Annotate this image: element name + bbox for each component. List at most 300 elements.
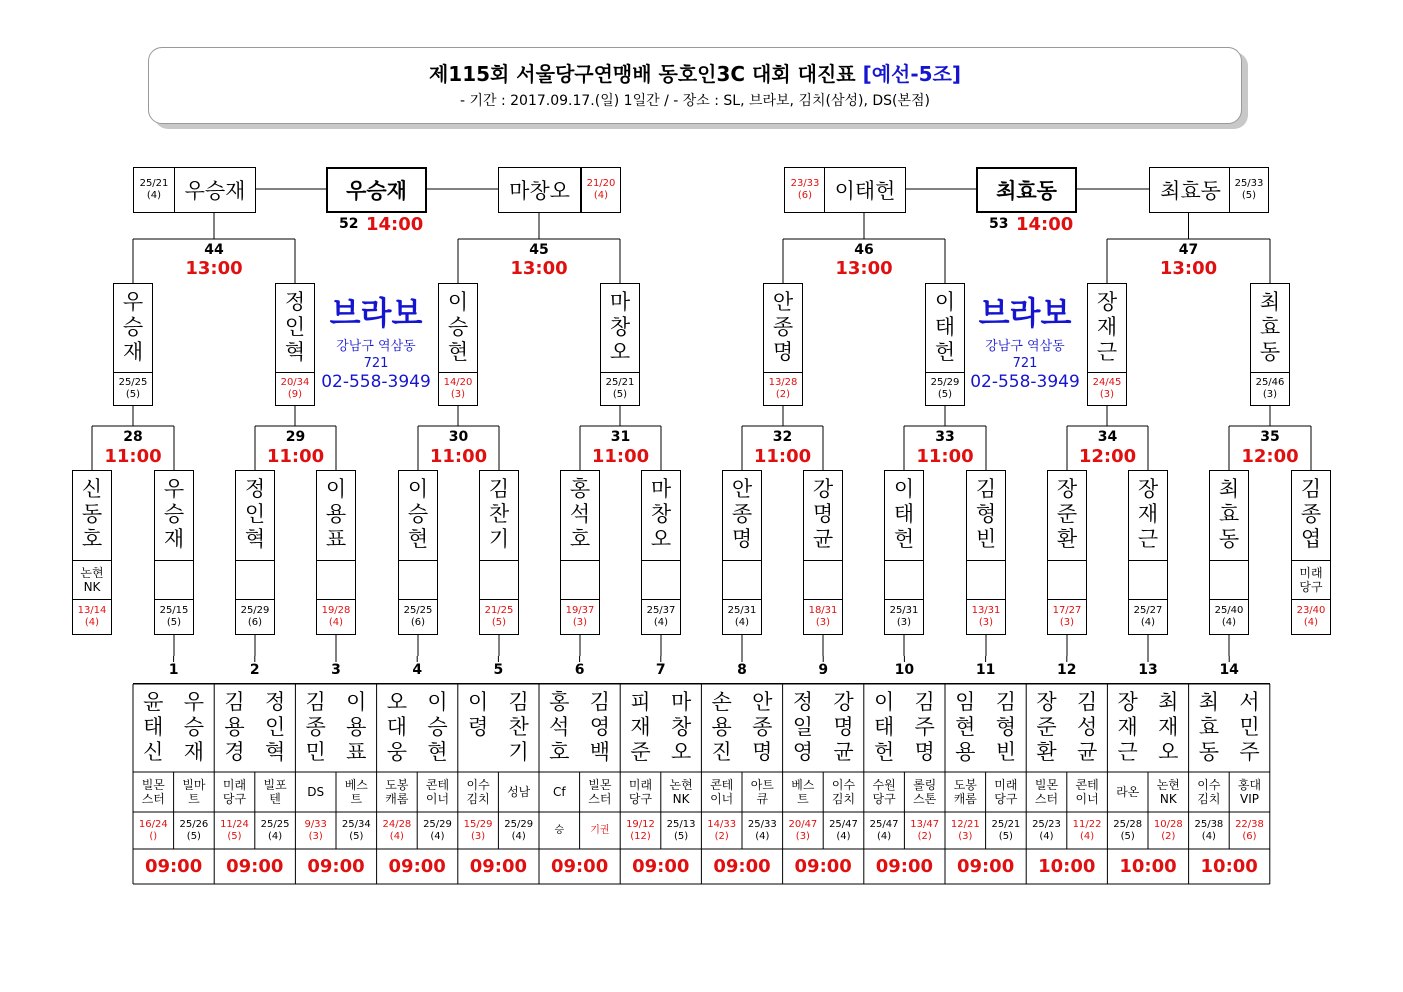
final-right-name: 최효동: [1149, 167, 1232, 213]
club-line: 라온: [1116, 785, 1140, 799]
innings: (3): [1262, 389, 1278, 400]
r3-player-score: [763, 372, 803, 406]
r2-player-club: [1128, 560, 1168, 600]
name-char: 경: [224, 740, 245, 764]
final-left-score: [133, 167, 175, 213]
name-char: 신: [143, 740, 164, 764]
score: 18/31: [808, 605, 838, 616]
r2-player-club: [479, 560, 519, 600]
innings: (5): [1120, 830, 1135, 842]
name-char: 기: [488, 527, 510, 551]
name-char: 환: [1056, 527, 1078, 551]
r1-match-time: 10:00: [1200, 856, 1258, 877]
name-char: 승: [163, 502, 185, 526]
club-line: 당구: [222, 792, 247, 806]
r1-player-club: [498, 772, 539, 812]
r2-player-name: [722, 470, 762, 561]
r1-player-club: [1229, 772, 1270, 812]
r1-match-num: 12: [1057, 662, 1077, 678]
score: 10/28: [1153, 818, 1183, 830]
r1-player-score: [1067, 812, 1108, 849]
score: 25/31: [727, 605, 757, 616]
score: 9/33: [304, 818, 327, 830]
name-char: 이: [893, 477, 915, 501]
r1-player-score: [174, 812, 215, 849]
r1-player-club: [336, 772, 377, 812]
r1-player-score: [904, 812, 945, 849]
innings: (4): [755, 830, 770, 842]
score: 25/46: [1255, 377, 1285, 388]
score: 25/31: [889, 605, 919, 616]
score: 22/38: [1235, 818, 1264, 830]
innings: (5): [349, 830, 364, 842]
name-char: 동: [1218, 527, 1240, 551]
innings: (5): [491, 617, 507, 628]
name-char: 장: [1137, 477, 1159, 501]
r3-match-num: 44: [204, 242, 224, 258]
name-char: 김: [305, 690, 326, 714]
score: 25/37: [646, 605, 676, 616]
club-line: 이너: [1075, 792, 1099, 806]
innings: (3): [958, 830, 973, 842]
name-char: 종: [752, 715, 773, 739]
name-char: 재: [1137, 502, 1159, 526]
name-char: 장: [1056, 477, 1078, 501]
name-char: 석: [549, 715, 570, 739]
r1-match-time: 09:00: [307, 856, 365, 877]
innings: (3): [1059, 617, 1075, 628]
name-char: 윤: [143, 690, 164, 714]
name-char: 형: [975, 502, 997, 526]
club-line: 당구: [628, 792, 653, 806]
name-char: 석: [569, 502, 591, 526]
score: 15/29: [463, 818, 493, 830]
name-char: 영: [589, 715, 611, 739]
club-line: 당구: [872, 792, 896, 806]
r1-player-club: [701, 772, 742, 812]
name-char: 이: [427, 690, 448, 714]
name-char: 재: [1096, 315, 1118, 339]
name-char: 혁: [244, 527, 266, 551]
name-char: 김: [589, 690, 611, 714]
r1-match-num: 1: [168, 662, 179, 678]
score: 25/33: [747, 818, 777, 830]
r1-match-num: 5: [493, 662, 504, 678]
club-line: 큐: [756, 792, 769, 806]
r1-player-name: [295, 684, 336, 772]
name-char: 김: [914, 690, 935, 714]
name-char: 용: [955, 740, 976, 764]
name-char: 균: [812, 527, 834, 551]
name-char: 종: [1300, 502, 1322, 526]
name-char: 빈: [975, 527, 997, 551]
name-char: 현: [447, 340, 469, 364]
score: 20/47: [788, 818, 818, 830]
club-line: 논현: [1156, 778, 1180, 792]
venue-address: 강남구 역삼동: [985, 339, 1065, 354]
name-char: 오: [609, 340, 631, 364]
innings: (4): [1201, 830, 1216, 842]
name-char: 홍: [569, 477, 591, 501]
name-char: 정: [264, 690, 286, 714]
r1-match-time: 10:00: [1119, 856, 1177, 877]
name-char: 혁: [284, 340, 306, 364]
venue-name: 브라보: [329, 294, 423, 332]
name-char: 오: [1158, 740, 1179, 764]
score: 16/24: [138, 818, 168, 830]
r1-player-score: [458, 812, 499, 849]
club-line: 미래: [1299, 566, 1323, 580]
club-line: 빌몬: [1034, 778, 1059, 792]
club-line: VIP: [1239, 792, 1259, 806]
r1-player-name: [377, 684, 418, 772]
name-char: 균: [1076, 740, 1098, 764]
club-line: 미래: [628, 778, 653, 792]
name-char: 령: [467, 715, 489, 739]
r2-player-club: [966, 560, 1006, 600]
innings: (3): [815, 617, 831, 628]
name-char: 우: [122, 290, 144, 314]
r1-player-score: [661, 812, 702, 849]
score: 25/29: [423, 818, 452, 830]
innings: (4): [1221, 617, 1237, 628]
innings: (2): [775, 389, 791, 400]
innings: (4): [328, 617, 344, 628]
title-tag: [예선-5조]: [862, 62, 962, 86]
score: 23/40: [1296, 605, 1326, 616]
r2-player-name: [803, 470, 843, 561]
r1-player-club: [945, 772, 986, 812]
r1-player-club: [904, 772, 945, 812]
final-match-num: 52: [339, 216, 359, 232]
score: 21/25: [484, 605, 514, 616]
r1-player-name: [1148, 684, 1189, 772]
venue-address-2: 721: [1012, 356, 1038, 371]
r2-player-score: [884, 599, 924, 635]
innings: (4): [389, 830, 404, 842]
r1-player-score: [986, 812, 1027, 849]
r1-player-name: [701, 684, 742, 772]
name-char: 김: [995, 690, 1017, 714]
club-line: 텐: [269, 792, 281, 806]
r2-player-name: [966, 470, 1006, 561]
r1-match-num: 9: [818, 662, 829, 678]
r2-player-club: [154, 560, 194, 600]
name-char: 승: [407, 502, 429, 526]
r2-match-num: 30: [448, 429, 469, 445]
innings: (4): [877, 830, 892, 842]
r2-player-club: [722, 560, 762, 600]
venue-info: [955, 288, 1095, 398]
name-char: 용: [346, 715, 367, 739]
r2-player-club: [1047, 560, 1087, 600]
score: 24/45: [1092, 377, 1122, 388]
name-char: 피: [630, 690, 651, 714]
innings: (4): [1039, 830, 1054, 842]
name-char: 장: [1036, 690, 1057, 714]
r1-match-time: 09:00: [713, 856, 771, 877]
name-char: 승: [183, 715, 205, 739]
r2-match-time: 11:00: [753, 446, 812, 467]
score: 25/27: [1133, 605, 1163, 616]
name-char: 인: [264, 715, 286, 739]
name-char: 정: [284, 290, 306, 314]
score: 25/25: [260, 818, 290, 830]
score: 19/12: [626, 818, 655, 830]
r1-match-num: 11: [975, 662, 996, 678]
r2-player-club: [316, 560, 356, 600]
r2-player-club: [235, 560, 275, 600]
r1-player-name: [742, 684, 783, 772]
r1-player-club: [1189, 772, 1230, 812]
name-char: 찬: [488, 502, 510, 526]
name-char: 창: [650, 502, 672, 526]
name-char: 장: [1096, 290, 1118, 314]
name-char: 명: [812, 502, 834, 526]
name-char: 명: [772, 340, 794, 364]
score: 17/27: [1052, 605, 1082, 616]
r1-match-num: 2: [249, 662, 260, 678]
r1-player-club: [417, 772, 458, 812]
name-char: 우: [183, 690, 205, 714]
name-char: 웅: [386, 740, 408, 764]
name-char: 재: [1117, 715, 1138, 739]
r2-player-club: [398, 560, 438, 600]
r3-player-score: [113, 372, 153, 406]
name-char: 헌: [934, 340, 956, 364]
score: 13/47: [910, 818, 940, 830]
name-char: 승: [122, 315, 144, 339]
r1-player-score: [214, 812, 255, 849]
r1-player-club: [539, 772, 580, 812]
name-char: 일: [792, 715, 814, 739]
innings: (6): [247, 617, 263, 628]
r1-player-club: [1067, 772, 1108, 812]
r1-player-name: [904, 684, 945, 772]
name-char: 강: [812, 477, 834, 501]
name-char: 김: [508, 690, 529, 714]
r2-match-time: 11:00: [104, 446, 162, 467]
r2-player-name: [398, 470, 438, 561]
club-line: Cf: [552, 785, 566, 799]
r1-player-name: [498, 684, 539, 772]
r1-player-club: [174, 772, 215, 812]
r2-player-score: [1128, 599, 1168, 635]
score: 23/33: [790, 178, 820, 189]
score: 25/25: [118, 377, 148, 388]
r3-player-score: [600, 372, 640, 406]
club-line: 도봉: [953, 778, 977, 792]
club-line: 이너: [710, 792, 734, 806]
r1-match-time: 09:00: [632, 856, 690, 877]
r2-player-name: [72, 470, 112, 561]
name-char: 용: [224, 715, 245, 739]
r2-player-score: [803, 599, 843, 635]
r1-player-name: [417, 684, 458, 772]
r1-player-name: [255, 684, 296, 772]
score: 25/21: [139, 178, 169, 189]
r1-player-club: [823, 772, 864, 812]
club-line: 미래: [222, 778, 247, 792]
r3-player-name: [1250, 283, 1290, 373]
page-subtitle: - 기간 : 2017.09.17.(일) 1일간 / - 장소 : SL, 브라보, 김치(삼성), DS(본점): [459, 93, 931, 109]
r1-player-club: [620, 772, 661, 812]
innings: (5): [166, 617, 182, 628]
r3-player-name: [600, 283, 640, 373]
venue-address: 강남구 역삼동: [336, 339, 416, 354]
name-char: 용: [325, 502, 347, 526]
r1-player-name: [986, 684, 1027, 772]
score: 25/23: [1032, 818, 1061, 830]
name-char: 강: [833, 690, 854, 714]
name-char: 태: [893, 502, 915, 526]
r2-player-score: [1209, 599, 1249, 635]
r2-match-time: 11:00: [266, 446, 325, 467]
score: 25/40: [1214, 605, 1244, 616]
name-char: 정: [792, 690, 814, 714]
r1-player-club: [377, 772, 418, 812]
name-char: 승: [447, 315, 469, 339]
name-char: 종: [305, 715, 326, 739]
club-line: 캐롬: [385, 792, 409, 806]
r1-player-name: [458, 684, 499, 772]
name-char: 인: [244, 502, 266, 526]
r1-player-score: [945, 812, 986, 849]
innings: (3): [308, 830, 323, 842]
r3-match-time: 13:00: [835, 258, 893, 279]
name-char: 태: [143, 715, 164, 739]
name-char: 대: [386, 715, 408, 739]
innings: (4): [84, 617, 100, 628]
name-char: 헌: [893, 527, 915, 551]
club-line: 홍대: [1237, 778, 1262, 792]
club-line: 빌몬: [141, 778, 165, 792]
name-char: 주: [1239, 740, 1260, 764]
r2-player-club: [884, 560, 924, 600]
score: 20/34: [280, 377, 310, 388]
r1-player-name: [133, 684, 174, 772]
venue-phone: 02-558-3949: [321, 372, 431, 392]
name-char: 준: [630, 740, 651, 764]
innings: (6): [1242, 830, 1257, 842]
club-line: 롤링: [913, 778, 937, 792]
club-line: 베스: [344, 778, 368, 792]
r2-player-score: [316, 599, 356, 635]
innings: (4): [734, 617, 750, 628]
r1-player-score: [1026, 812, 1067, 849]
name-char: 진: [711, 740, 732, 764]
r1-match-num: 14: [1219, 662, 1239, 678]
venue-address-2: 721: [363, 356, 389, 371]
score: 21/20: [586, 178, 616, 189]
club-line: 콘테: [710, 778, 734, 792]
r2-player-score: [1047, 599, 1087, 635]
club-line: 캐롬: [953, 792, 977, 806]
club-line: NK: [1159, 792, 1177, 806]
club-line: 수원: [872, 778, 896, 792]
name-char: 서: [1239, 690, 1260, 714]
score: 25/15: [159, 605, 189, 616]
final-right-score: [1229, 167, 1269, 213]
score: 14/20: [443, 377, 473, 388]
name-char: 오: [650, 527, 672, 551]
name-char: 표: [346, 740, 367, 764]
final-match-time: 14:00: [366, 214, 424, 235]
r3-match-time: 13:00: [1159, 258, 1218, 279]
name-char: 영: [792, 740, 814, 764]
r2-match-num: 32: [772, 429, 793, 445]
name-char: 김: [488, 477, 510, 501]
final-winner: 우승재: [326, 167, 427, 213]
r1-player-score: [295, 812, 336, 849]
club-line: 성남: [507, 785, 531, 799]
r3-match-num: 46: [854, 242, 874, 258]
r1-player-score: [377, 812, 418, 849]
name-char: 최: [1259, 290, 1281, 314]
score: 25/34: [341, 818, 371, 830]
score: 25/29: [240, 605, 270, 616]
name-char: 빈: [995, 740, 1017, 764]
name-char: 민: [305, 740, 326, 764]
r3-match-num: 45: [529, 242, 549, 258]
name-char: 종: [772, 315, 794, 339]
r1-player-club: [1107, 772, 1148, 812]
name-char: 준: [1036, 715, 1057, 739]
name-char: 우: [163, 477, 185, 501]
r1-player-club: [1026, 772, 1067, 812]
r1-player-club: [1148, 772, 1189, 812]
score: 25/25: [403, 605, 433, 616]
name-char: 현: [427, 740, 448, 764]
name-char: 균: [833, 740, 854, 764]
r1-player-name: [620, 684, 661, 772]
club-line: 미래: [994, 778, 1018, 792]
club-line: 논현: [80, 566, 104, 580]
name-char: 명: [833, 715, 854, 739]
r1-player-name: [1229, 684, 1270, 772]
r1-player-club: [783, 772, 824, 812]
score: 25/28: [1113, 818, 1143, 830]
r2-player-name: [316, 470, 356, 561]
name-char: 태: [873, 715, 895, 739]
name-char: 용: [711, 715, 732, 739]
innings: (3): [572, 617, 588, 628]
final-match-num: 53: [989, 216, 1009, 232]
r2-player-name: [1291, 470, 1331, 561]
name-char: 최: [1218, 477, 1240, 501]
innings: (6): [410, 617, 426, 628]
name-char: 표: [325, 527, 347, 551]
name-char: 승: [427, 715, 448, 739]
r1-player-club: [133, 772, 174, 812]
r2-player-score: [560, 599, 600, 635]
innings: (5): [186, 830, 201, 842]
final-left-score: [784, 167, 826, 213]
score: 25/26: [179, 818, 209, 830]
score: 11/22: [1072, 818, 1102, 830]
innings: (2): [714, 830, 729, 842]
innings: (3): [896, 617, 912, 628]
innings: (4): [511, 830, 526, 842]
name-char: 기: [508, 740, 529, 764]
r2-player-score: [398, 599, 438, 635]
r1-match-time: 09:00: [226, 856, 284, 877]
club-line: 베스: [791, 778, 815, 792]
r1-player-club: [661, 772, 702, 812]
r2-player-score: [722, 599, 762, 635]
name-char: 마: [670, 690, 692, 714]
name-char: 찬: [508, 715, 529, 739]
